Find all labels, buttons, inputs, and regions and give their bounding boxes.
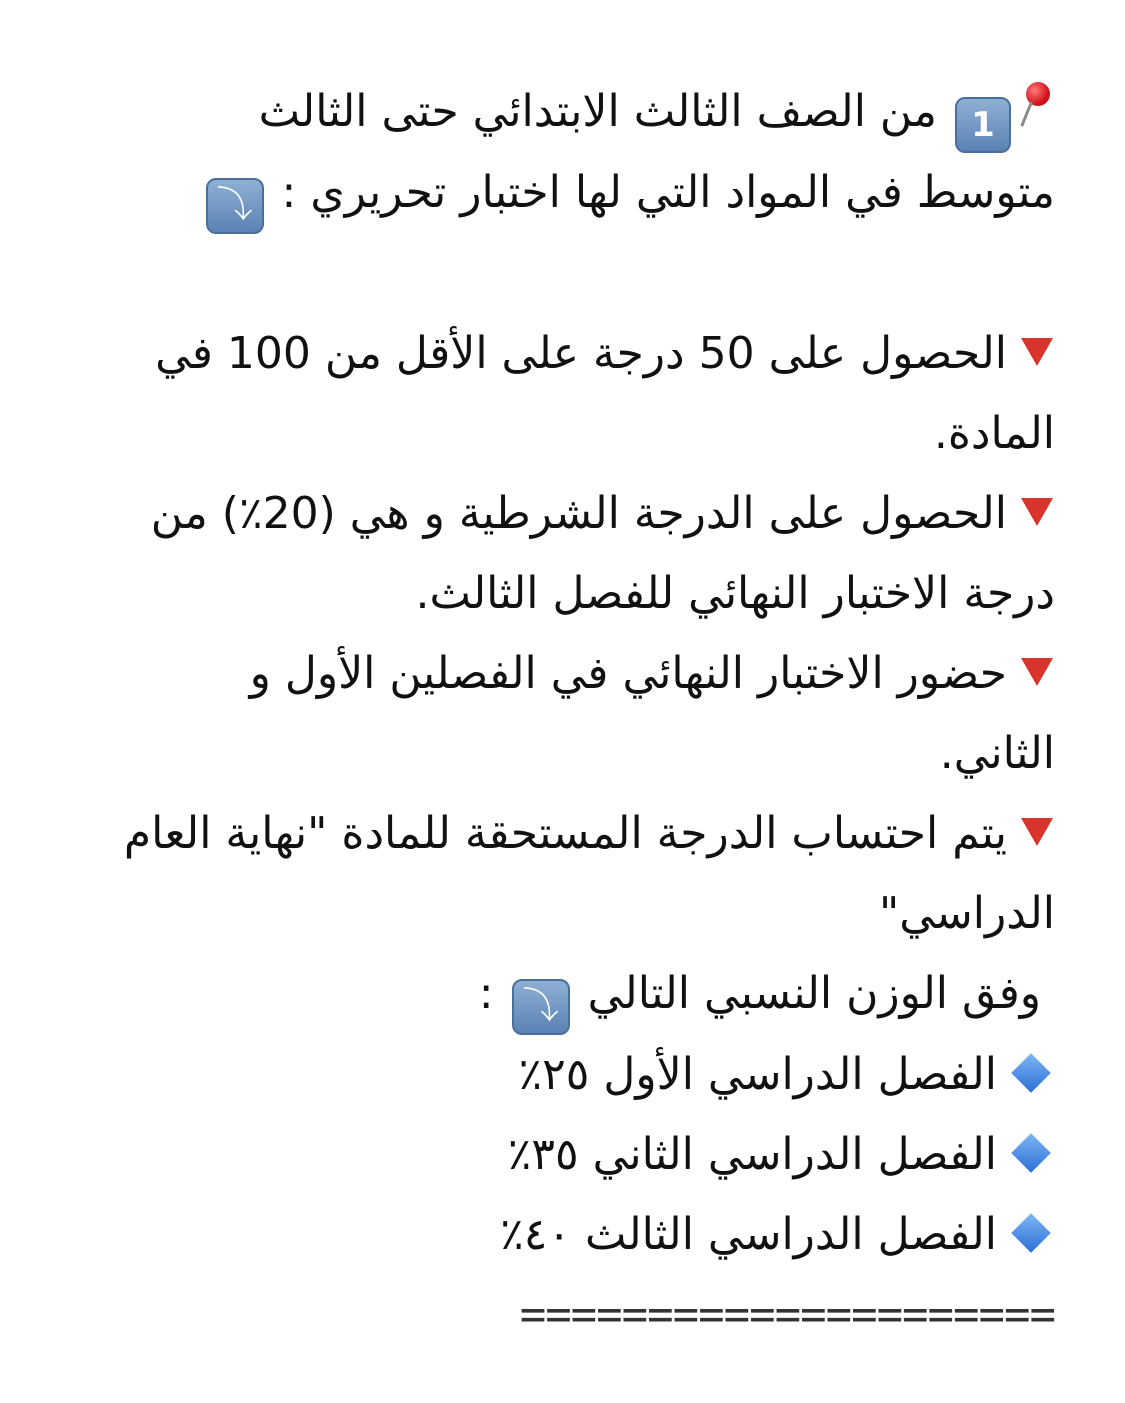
condition-text: الحصول على الدرجة الشرطية و هي (20٪) من درجة الاختبار النهائي للفصل الثالث. xyxy=(150,488,1055,619)
condition-item xyxy=(60,794,1055,954)
weight-item xyxy=(60,1115,1055,1195)
red-triangle-down-icon xyxy=(1021,498,1053,526)
condition-item xyxy=(60,634,1055,794)
weight-item xyxy=(60,1035,1055,1115)
weight-text: الفصل الدراسي الأول ٢٥٪ xyxy=(518,1049,997,1100)
arrow-curving-down-icon: ⤵ xyxy=(206,178,264,234)
keycap-1-icon: 1 xyxy=(955,97,1011,153)
weights-intro-text: وفق الوزن النسبي التالي xyxy=(587,968,1041,1019)
condition-text: يتم احتساب الدرجة المستحقة للمادة "نهاية العام الدراسي" xyxy=(123,808,1055,939)
condition-item xyxy=(60,474,1055,634)
header-text-1: من الصف الثالث الابتدائي حتى الثالث xyxy=(258,86,937,137)
arrow-curving-down-icon: ⤵ xyxy=(512,979,570,1035)
weights-intro xyxy=(60,954,1055,1035)
blue-diamond-icon xyxy=(1011,1133,1051,1173)
weight-text: الفصل الدراسي الثاني ٣٥٪ xyxy=(507,1129,997,1180)
header-text-2: متوسط في المواد التي لها اختبار تحريري : xyxy=(281,167,1055,218)
weight-item xyxy=(60,1195,1055,1275)
red-triangle-down-icon xyxy=(1021,818,1053,846)
blue-diamond-icon xyxy=(1011,1053,1051,1093)
weight-text: الفصل الدراسي الثالث ٤٠٪ xyxy=(500,1209,997,1260)
header-line-2 xyxy=(60,153,1055,234)
red-triangle-down-icon xyxy=(1021,338,1053,366)
separator-line: ===================== xyxy=(519,1289,1055,1340)
spacer xyxy=(60,234,1055,314)
pushpin-icon xyxy=(1021,80,1055,132)
header-line-1 xyxy=(60,72,1055,153)
weights-intro-colon: : xyxy=(478,968,494,1019)
note-body xyxy=(60,72,1055,1275)
condition-text: حضور الاختبار النهائي في الفصلين الأول و الثاني. xyxy=(249,648,1055,779)
condition-item xyxy=(60,314,1055,474)
blue-diamond-icon xyxy=(1011,1213,1051,1253)
condition-text: الحصول على 50 درجة على الأقل من 100 في المادة. xyxy=(155,328,1055,459)
red-triangle-down-icon xyxy=(1021,658,1053,686)
